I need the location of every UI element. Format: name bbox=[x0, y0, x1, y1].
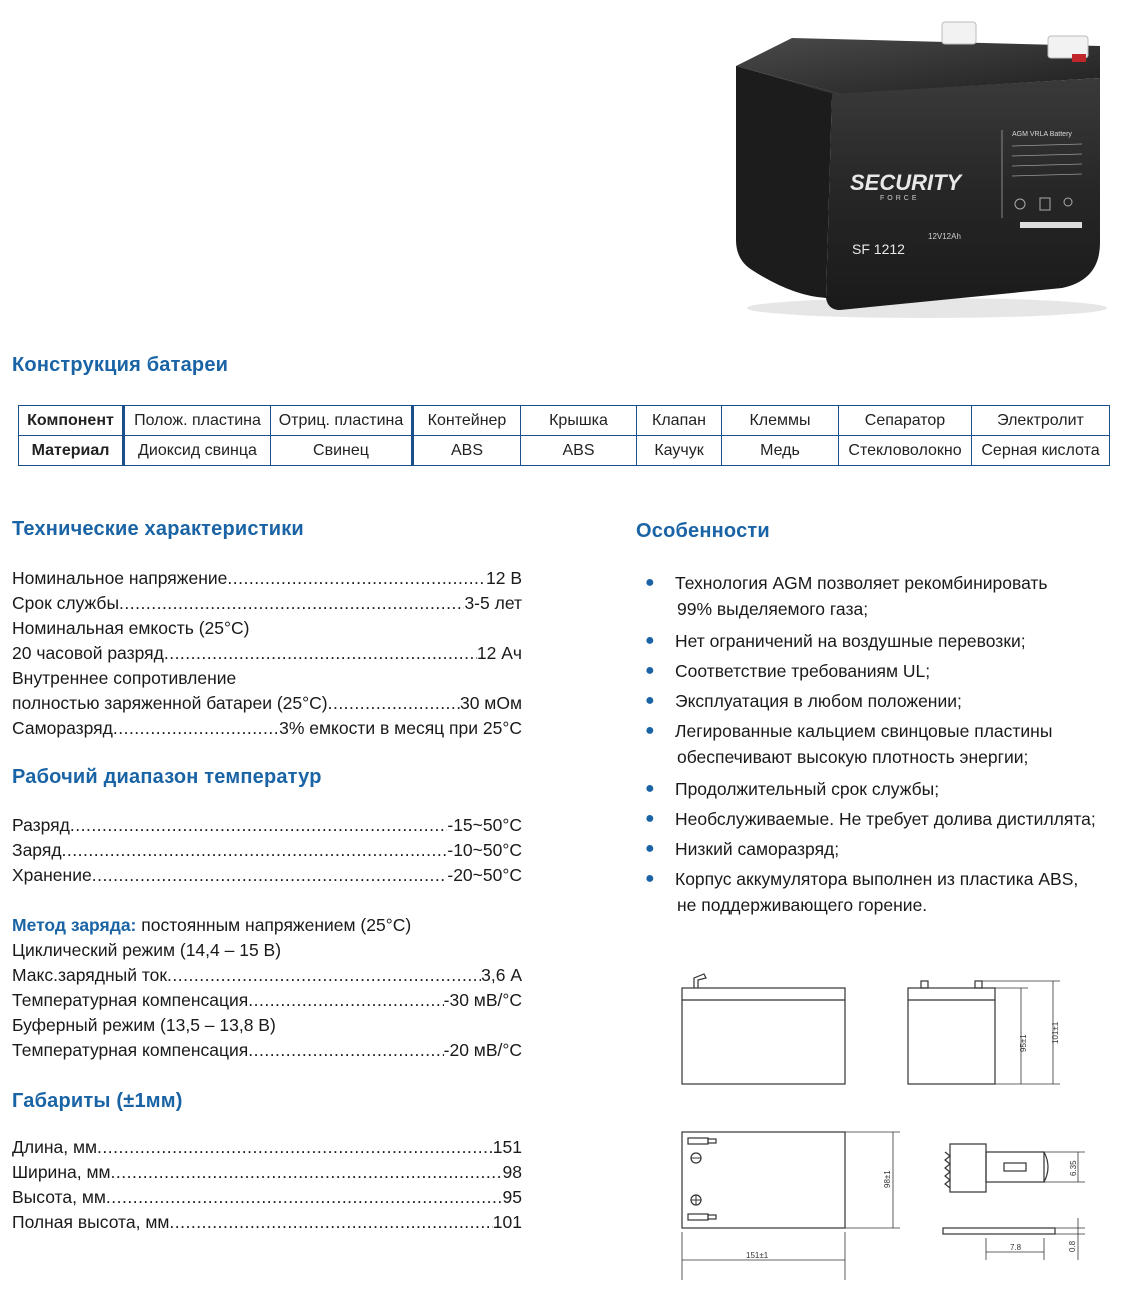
list-item: ● Легированные кальцием свинцовые пластины обеспечивают высокую плотность энергии; bbox=[645, 718, 1115, 770]
list-item: ● Соответствие требованиям UL; bbox=[645, 658, 1115, 684]
spec-label: Температурная компенсация bbox=[12, 1040, 249, 1060]
battery-brand-sub: FORCE bbox=[880, 195, 920, 202]
materials-table bbox=[18, 405, 1110, 466]
spec-label: Полная высота, мм bbox=[12, 1212, 170, 1232]
bullet-icon: ● bbox=[645, 662, 655, 679]
charge-max-current bbox=[12, 963, 522, 988]
dim-label-98: 98±1 bbox=[883, 1170, 892, 1188]
list-item: ● Низкий саморазряд; bbox=[645, 836, 1115, 862]
temp-charge bbox=[12, 838, 522, 863]
table-cell: Отриц. пластина bbox=[271, 406, 413, 436]
dim-total-height bbox=[12, 1210, 522, 1235]
dim-length bbox=[12, 1135, 522, 1160]
spec-value: -15~50°С bbox=[447, 815, 522, 835]
charge-method-label: Метод заряда: bbox=[12, 915, 137, 935]
dimensions-title: Габариты (±1мм) bbox=[12, 1090, 183, 1112]
table-cell: Контейнер bbox=[413, 406, 521, 436]
list-item: ● Продолжительный срок службы; bbox=[645, 776, 1115, 802]
spec-label: Хранение bbox=[12, 865, 92, 885]
bullet-icon: ● bbox=[645, 780, 655, 797]
spec-label: Номинальное напряжение bbox=[12, 568, 228, 588]
list-item: ● Необслуживаемые. Не требует долива дистиллята; bbox=[645, 806, 1115, 832]
spec-value: -20 мВ/°С bbox=[443, 1040, 522, 1060]
spec-capacity bbox=[12, 641, 522, 666]
bullet-icon: ● bbox=[645, 722, 655, 739]
table-row-header: Материал bbox=[19, 436, 124, 466]
specs-title: Технические характеристики bbox=[12, 518, 304, 540]
table-cell: Клапан bbox=[637, 406, 722, 436]
spec-label: Высота, мм bbox=[12, 1187, 106, 1207]
bullet-icon: ● bbox=[645, 810, 655, 827]
dim-label-95: 95±1 bbox=[1019, 1034, 1028, 1052]
dim-width bbox=[12, 1160, 522, 1185]
temperature-title: Рабочий диапазон температур bbox=[12, 766, 322, 788]
spec-label: Срок службы bbox=[12, 593, 120, 613]
table-cell: ABS bbox=[413, 436, 521, 466]
spec-value: 98 bbox=[502, 1162, 522, 1182]
table-cell: ABS bbox=[521, 436, 637, 466]
construction-title: Конструкция батареи bbox=[12, 354, 229, 376]
spec-value: 101 bbox=[492, 1212, 522, 1232]
temp-storage bbox=[12, 863, 522, 888]
table-cell: Диоксид свинца bbox=[124, 436, 271, 466]
bullet-icon: ● bbox=[645, 870, 655, 887]
table-cell: Свинец bbox=[271, 436, 413, 466]
spec-value: 151 bbox=[492, 1137, 522, 1157]
table-cell: Крышка bbox=[521, 406, 637, 436]
table-cell: Серная кислота bbox=[972, 436, 1110, 466]
spec-value: -20~50°С bbox=[447, 865, 522, 885]
table-cell: Полож. пластина bbox=[124, 406, 271, 436]
spec-resistance-heading: Внутреннее сопротивление bbox=[12, 668, 237, 688]
battery-model: SF 1212 bbox=[852, 241, 905, 257]
battery-rating: 12V12Ah bbox=[928, 232, 961, 241]
side-view bbox=[908, 988, 995, 1084]
list-item: ● Корпус аккумулятора выполнен из пластика ABS, не поддерживающего горение. bbox=[645, 866, 1115, 918]
spec-label: Температурная компенсация bbox=[12, 990, 249, 1010]
spec-nominal-voltage bbox=[12, 566, 522, 591]
spec-value: 12 В bbox=[486, 568, 522, 588]
charge-buffer-mode: Буферный режим (13,5 – 13,8 В) bbox=[12, 1015, 276, 1035]
spec-label: полностью заряженной батареи (25°С) bbox=[12, 693, 328, 713]
dim-label-635: 6.35 bbox=[1069, 1160, 1078, 1176]
table-cell: Каучук bbox=[637, 436, 722, 466]
list-item: ● Эксплуатация в любом положении; bbox=[645, 688, 1115, 714]
battery-label-title: AGM VRLA Battery bbox=[1012, 131, 1072, 138]
spec-value: -10~50°С bbox=[447, 840, 522, 860]
spec-label: 20 часовой разряд bbox=[12, 643, 164, 663]
spec-self-discharge bbox=[12, 716, 522, 741]
spec-value: 95 bbox=[502, 1187, 522, 1207]
dimension-drawing bbox=[660, 960, 1100, 1285]
spec-value: 30 мОм bbox=[459, 693, 522, 713]
spec-label: Ширина, мм bbox=[12, 1162, 111, 1182]
charge-cyclic-mode: Циклический режим (14,4 – 15 В) bbox=[12, 940, 282, 960]
list-item: ● Технология AGM позволяет рекомбинировать 99% выделяемого газа; bbox=[645, 570, 1115, 622]
spec-value: -30 мВ/°С bbox=[443, 990, 522, 1010]
dim-label-151: 151±1 bbox=[746, 1251, 769, 1260]
spec-value: 3,6 А bbox=[481, 965, 522, 985]
charge-temp-comp-1 bbox=[12, 988, 522, 1013]
table-cell: Клеммы bbox=[722, 406, 839, 436]
bullet-icon: ● bbox=[645, 574, 655, 591]
spec-label: Разряд bbox=[12, 815, 70, 835]
spec-label: Заряд bbox=[12, 840, 62, 860]
dim-height bbox=[12, 1185, 522, 1210]
table-cell: Электролит bbox=[972, 406, 1110, 436]
spec-value: 3% емкости в месяц при 25°С bbox=[279, 718, 522, 738]
spec-capacity-heading: Номинальная емкость (25°С) bbox=[12, 618, 250, 638]
table-cell: Стекловолокно bbox=[839, 436, 972, 466]
dim-label-101: 101±1 bbox=[1051, 1021, 1060, 1044]
bullet-icon: ● bbox=[645, 632, 655, 649]
dim-label-78: 7.8 bbox=[1010, 1243, 1022, 1252]
table-row bbox=[19, 406, 1110, 436]
battery-brand: SECURITY bbox=[850, 170, 962, 195]
spec-value: 3-5 лет bbox=[464, 593, 522, 613]
charge-method bbox=[12, 913, 522, 938]
temp-discharge bbox=[12, 813, 522, 838]
spec-value: 12 Ач bbox=[476, 643, 522, 663]
spec-service-life bbox=[12, 591, 522, 616]
bullet-icon: ● bbox=[645, 840, 655, 857]
table-row bbox=[19, 436, 1110, 466]
spec-label: Саморазряд bbox=[12, 718, 113, 738]
spec-label: Длина, мм bbox=[12, 1137, 98, 1157]
battery-photo bbox=[722, 18, 1112, 323]
features-title: Особенности bbox=[636, 520, 770, 542]
table-cell: Медь bbox=[722, 436, 839, 466]
spec-label: Макс.зарядный ток bbox=[12, 965, 168, 985]
table-row-header: Компонент bbox=[19, 406, 124, 436]
table-cell: Сепаратор bbox=[839, 406, 972, 436]
bullet-icon: ● bbox=[645, 692, 655, 709]
front-view bbox=[682, 988, 845, 1084]
charge-method-text: постоянным напряжением (25°С) bbox=[136, 915, 412, 935]
charge-temp-comp-2 bbox=[12, 1038, 522, 1063]
list-item: ● Нет ограничений на воздушные перевозки; bbox=[645, 628, 1115, 654]
spec-resistance bbox=[12, 691, 522, 716]
dim-label-08: 0.8 bbox=[1068, 1240, 1077, 1252]
